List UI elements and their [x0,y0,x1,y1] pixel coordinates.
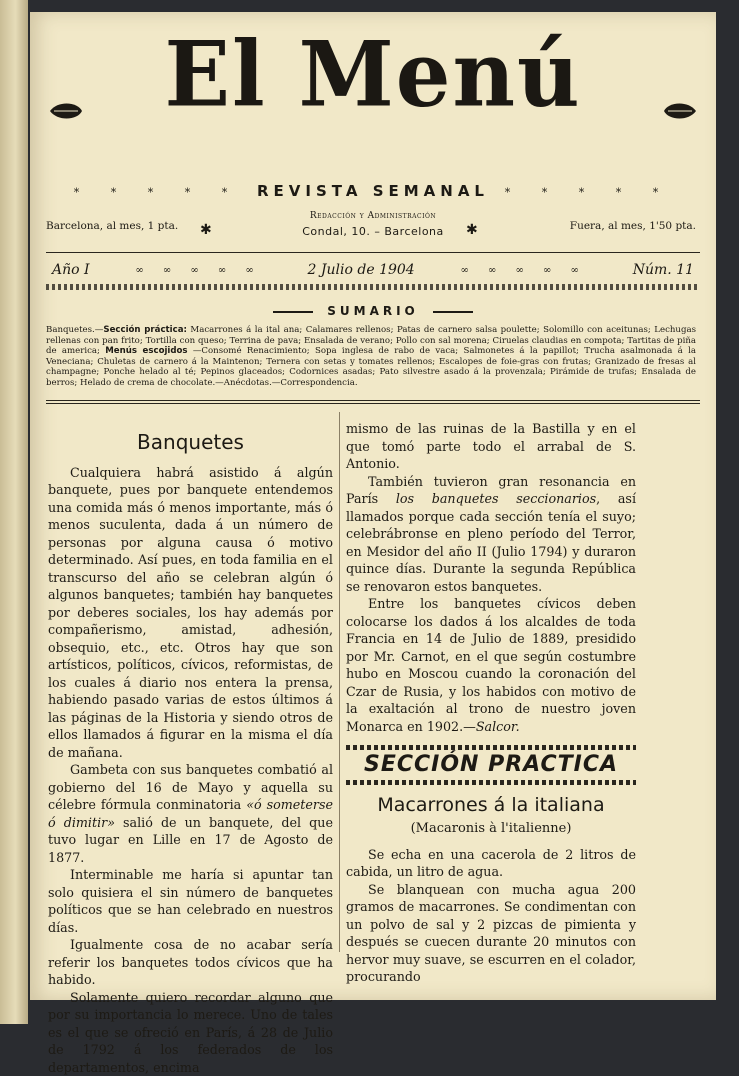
star-icon: ✱ [466,222,478,238]
newspaper-page [30,12,716,1000]
paragraph-text: Gambeta con sus banquetes combatió al gobierno del 16 de Mayo y aquella su célebre fórmula conminatoria [48,762,333,812]
section-title: SECCIÓN PRACTICA [346,756,636,774]
subhead-stars-left: * * * * * [74,186,242,199]
ornament-divider [346,745,636,750]
divider [46,252,700,253]
sumario-text [46,325,696,389]
masthead-title: El Menú [30,21,716,127]
ornament-right: ∞ ∞ ∞ ∞ ∞ [461,265,587,276]
paragraph: Se blanquean con mucha agua 200 gramos de macarrones. Se condimentan con un polvo de sal y 2 pizcas de pimienta y después se cuecen durante 20 minutos con hervor muy suave, se escurren en el colador, procurando [346,881,636,986]
left-column [48,420,333,1076]
editorial-label: Redacción y Administración [30,211,716,221]
issue-date: 2 Julio de 1904 [308,262,415,278]
column-divider [339,412,340,952]
subscription-outside: Fuera, al mes, 1'50 pta. [570,220,696,232]
subhead-stars-right: * * * * * [505,186,673,199]
paragraph: mismo de las ruinas de la Bastilla y en el que tomó parte todo el arrabal de S. Antonio. [346,420,636,473]
sumario-section-label: Sección práctica: [103,325,187,335]
recipe-title: Macarrones á la italiana [346,797,636,815]
recipe-subtitle: (Macaronis à l'italienne) [346,820,636,838]
sumario-menus-text: —Consomé Renacimiento; Sopa inglesa de rabo de vaca; Salmonetes á la papillot; Trucha asalmonada á la Veneciana; Chuletas de carnero á la Maintenon; Ternera con setas y tomates rellenos; Escalopes de foie-gras con frutas; Granizado de fresas al champagne; Ponche helado al té; Pepinos glaceados; Codornices asadas; Pato silvestre asado á la provenzala; Pirámide de trufas; Ensalada de berros; Helado de crema de chocolate.—Anécdotas.—Correspondencia. [46,346,696,388]
subhead [50,182,696,200]
paragraph-text: salió de un banquete, del que tuvo lugar en Lille en 17 de Agosto de 1877. [48,815,333,865]
issue-number: Núm. 11 [633,262,694,278]
sumario-section-text: Macarrones á la ital ana; Calamares rellenos; Patas de carnero salsa poulette; Solomillo con aceitunas; Lechugas rellenas con pan frito; Tortilla con queso; Terrina de pava; Ensalada de verano; Pollo con sal morena; Ciruelas claudias en compota; Tartitas de piña de america; [46,325,696,356]
paragraph [48,761,333,866]
paragraph-text: , así llamados porque cada sección tenía el suyo; celebrábronse en pleno período del Terror, en Mesidor del año II (Julio 1794) y duraron quince días. Durante la segunda República se renovaron estos banquetes. [346,491,636,594]
subhead-title: REVISTA SEMANAL [257,182,489,200]
author-signature: Salcor. [476,719,520,734]
wavy-divider [46,284,700,290]
paragraph [346,473,636,596]
paragraph: Se echa en una cacerola de 2 litros de cabida, un litro de agua. [346,846,636,881]
issue-year: Año I [52,262,90,278]
paragraph [346,595,636,735]
sumario-lead: Banquetes.— [46,325,103,335]
editorial-street: Condal, 10. – Barcelona [30,225,716,238]
paragraph: Cualquiera habrá asistido á algún banquete, pues por banquete entendemos una comida más ó menos importante, más ó menos suculenta, dada á un número de personas por alguna causa ó motivo determinado. Así pues, en toda familia en el transcurso del año se celebran algún ó algunos banquetes; también hay banquetes por deberes sociales, los hay además por compañerismo, amistad, adhesión, obsequio, etc., etc. Otros hay que son artísticos, políticos, cívicos, reformistas, de los cuales á diario nos entera la prensa, habiendo pasado varias de estos últimos á las páginas de la Historia y siendo otros de ellos llamados á figurar en la misma el día de mañana. [48,464,333,762]
divider [46,403,700,404]
star-icon: ✱ [200,222,212,238]
right-column [346,420,636,986]
divider [46,400,700,401]
paragraph-text: Entre los banquetes cívicos deben colocarse los dados á los alcaldes de toda Francia en 14 de Julio de 1889, presidido por Mr. Carnot, en el que según costumbre hubo en Moscou cuando la coronación del Czar de Rusia, y los habidos con motivo de la exaltación al trono de nuestro joven Monarca en 1902.— [346,596,636,734]
quote-italic: «ó someterse ó dimitir» [48,797,333,830]
paragraph-text: También tuvieron gran resonancia en París [346,474,636,507]
ornament-divider [346,780,636,785]
sumario-menus-label: Menús escojidos [105,346,187,356]
issue-line [52,262,694,278]
subscription-local: Barcelona, al mes, 1 pta. [46,220,178,232]
paragraph: Solamente quiero recordar alguno que por su importancia lo merece. Uno de tales es el que se ofreció en París, á 28 de Julio de 1792 á los federados de los departamentos, encima [48,989,333,1076]
book-binding [0,0,28,1024]
italic-phrase: los banquetes seccionarios [396,491,596,506]
paragraph: Interminable me haría si apuntar tan solo quisiera el sin número de banquetes políticos que se han celebrado en nuestros días. [48,866,333,936]
article-heading: Banquetes [48,434,333,452]
ornament-left: ∞ ∞ ∞ ∞ ∞ [135,265,261,276]
paragraph: Igualmente cosa de no acabar sería referir los banquetes todos cívicos que ha habido. [48,936,333,989]
sumario-title: SUMARIO [30,304,716,318]
